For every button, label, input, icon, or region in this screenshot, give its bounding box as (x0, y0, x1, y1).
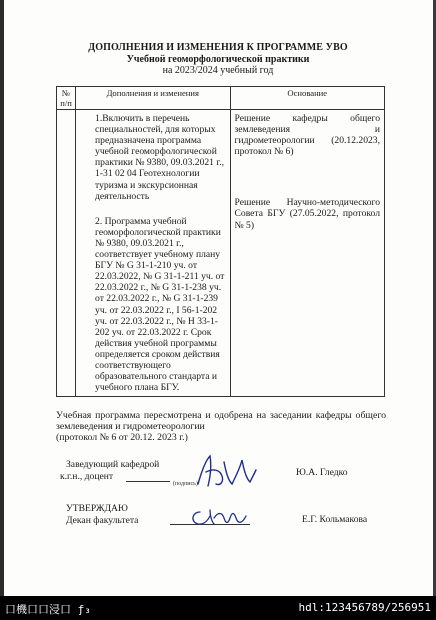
dean-signature (186, 504, 252, 530)
academic-year: на 2023/2024 учебный год (162, 65, 274, 76)
signature-hint: (подпись) (173, 481, 198, 487)
head-signature (190, 450, 260, 492)
review-note (56, 410, 386, 444)
head-title: Заведующий кафедрой (66, 459, 160, 470)
head-name: Ю.А. Гледко (296, 467, 348, 478)
cell-num (57, 110, 76, 397)
document-title: ДОПОЛНЕНИЯ И ИЗМЕНЕНИЯ К ПРОГРАММЕ УВО (88, 42, 348, 53)
changes-table (56, 86, 385, 397)
change-item-1: 1.Включить в перечень специальностей, для которых предназначена программа учебной геоморфологической практики № 9380, 09.03.2021 г., 1-31 02 04 Геотехнологии туризма и экскурсионная деятельность (95, 113, 225, 202)
dean-name: Е.Г. Кольмакова (302, 514, 368, 525)
document-subtitle: Учебной геоморфологической практики (126, 54, 310, 65)
document-handle: hdl:123456789/256951 (298, 601, 431, 614)
cell-basis (230, 110, 385, 397)
dean-title: Декан факультета (66, 515, 139, 526)
viewer-status-bar (0, 596, 436, 620)
header-basis: Основание (230, 87, 385, 110)
table-row (57, 110, 385, 397)
review-text: Учебная программа пересмотрена и одобрена на заседании кафедры общего землеведения и гидрометеорологии (56, 410, 386, 433)
header-changes: Дополнения и изменения (76, 87, 230, 110)
approve-label: УТВЕРЖДАЮ (66, 503, 128, 514)
basis-item-2: Решение Научно-методического Совета БГУ (27.05.2022, протокол № 5) (234, 197, 380, 231)
table-header-row (57, 87, 385, 110)
change-item-2: 2. Программа учебной геоморфологической практики № 9380, 09.03.2021 г., соответствует учебному плану БГУ № G 31-1-210 уч. от 22.03.2022, № G 31-1-211 уч. от 22.03.2022 г., № G 31-1-238 уч. от 22.03.2022 г., № G 31-1-239 уч. от 22.03.2022 г., I 56-1-202 уч. от 22.03.2022 г., № H 33-1-202 уч. от 22.03.2022 г. Срок действия учебной программы определяется сроком действия соответствующего образовательного стандарта и учебного плана БГУ. (95, 215, 225, 394)
cell-changes (76, 110, 230, 397)
head-degree: к.г.н., доцент (60, 471, 114, 482)
status-left-text: 口機口口浸口 ƒ₃ (5, 603, 91, 616)
header-num: № п/п (57, 87, 76, 110)
basis-item-1: Решение кафедры общего землеведения и гидрометеорологии (20.12.2023, протокол № 6) (234, 113, 380, 158)
review-protocol: (протокол № 6 от 20.12. 2023 г.) (56, 432, 188, 444)
signature-line-head (126, 481, 170, 482)
